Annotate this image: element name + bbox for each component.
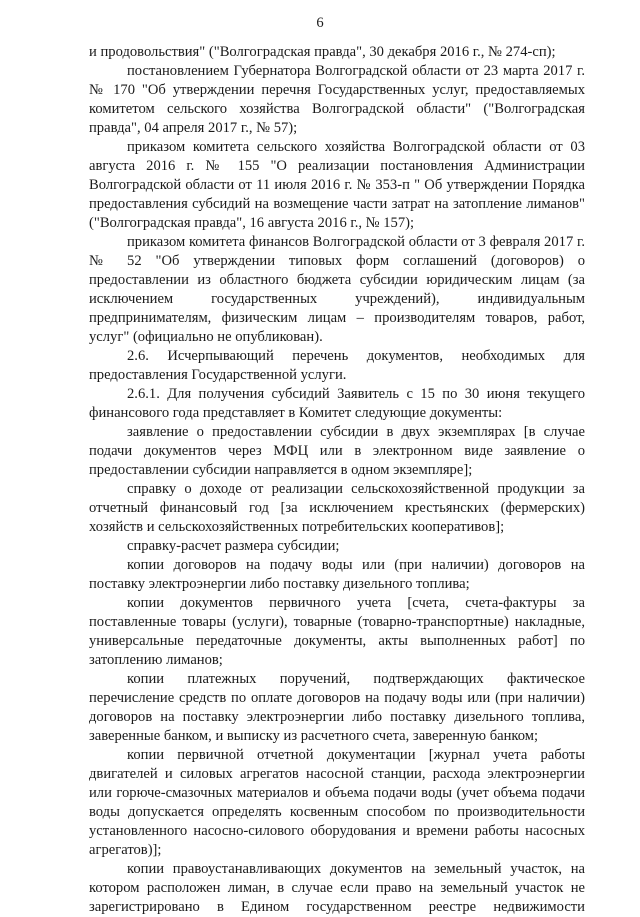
paragraph-governor-decree: постановлением Губернатора Волгоградской области от 23 марта 2017 г. № 170 "Об утверждении перечня Государственных услуг, предоставляемых комитетом сельского хозяйства Волгоградской области" ("Волгоградская правда", 04 апреля 2017 г., № 57); [89, 63, 585, 136]
list-item-water-contracts: копии договоров на подачу воды или (при наличии) договоров на поставку электроэнергии либо поставку дизельного топлива; [89, 557, 585, 592]
list-item-subsidy-calculation: справку-расчет размера субсидии; [127, 538, 340, 554]
list-item-land-title-documents: копии правоустанавливающих документов на земельный участок, на котором расположен лиман, в случае если право на земельный участок не зарегистрировано в Едином государственном реестре недвижимости [89, 861, 585, 915]
document-body [89, 43, 585, 917]
list-item-payment-orders: копии платежных поручений, подтверждающих фактическое перечисление средств по оплате договоров на подачу воды или (при наличии) договоров на поставку электроэнергии либо поставку дизельного топлива, заверенные банком, и выписку из расчетного счета, заверенную банком; [89, 671, 585, 744]
paragraph-section-2-6-1: 2.6.1. Для получения субсидий Заявитель с 15 по 30 июня текущего финансового года представляет в Комитет следующие документы: [89, 386, 585, 421]
paragraph-agriculture-order: приказом комитета сельского хозяйства Волгоградской области от 03 августа 2016 г. № 155 "О реализации постановления Администрации Волгоградской области от 11 июля 2016 г. № 353-п " Об утверждении Порядка предоставления субсидий на возмещение части затрат на затопление лиманов" ("Волгоградская правда", 16 августа 2016 г., № 157); [89, 139, 585, 231]
list-item-income-certificate: справку о доходе от реализации сельскохозяйственной продукции за отчетный финансовый год [за исключением крестьянских (фермерских) хозяйств и сельскохозяйственных потребительских кооперативов]; [89, 481, 585, 535]
list-item-application: заявление о предоставлении субсидии в двух экземплярах [в случае подачи документов через МФЦ или в электронном виде заявление о предоставлении субсидии направляется в одном экземпляре]; [89, 424, 585, 478]
list-item-reporting-documentation: копии первичной отчетной документации [журнал учета работы двигателей и силовых агрегатов насосной станции, расхода электроэнергии или горюче-смазочных материалов и объема подачи воды (учет объема подачи воды допускается определять косвенным способом по производительности установленного насосно-силового оборудования и времени работы насосных агрегатов)]; [89, 747, 585, 858]
list-item-primary-accounting: копии документов первичного учета [счета, счета-фактуры за поставленные товары (услуги), товарные (товарно-транспортные) накладные, универсальные передаточные документы, акты выполненных работ] по затоплению лиманов; [89, 595, 585, 668]
paragraph-source-continuation: и продовольствия" ("Волгоградская правда", 30 декабря 2016 г., № 274-сп); [89, 44, 556, 60]
paragraph-section-2-6: 2.6. Исчерпывающий перечень документов, необходимых для предоставления Государственной услуги. [89, 348, 585, 383]
page-number: 6 [316, 15, 324, 31]
paragraph-finance-order: приказом комитета финансов Волгоградской области от 3 февраля 2017 г. № 52 "Об утверждении типовых форм соглашений (договоров) о предоставлении из областного бюджета субсидии юридическим лицам (за исключением государственных учреждений), индивидуальным предпринимателям, физическим лицам – производителям товаров, работ, услуг" (официально не опубликован). [89, 234, 585, 345]
